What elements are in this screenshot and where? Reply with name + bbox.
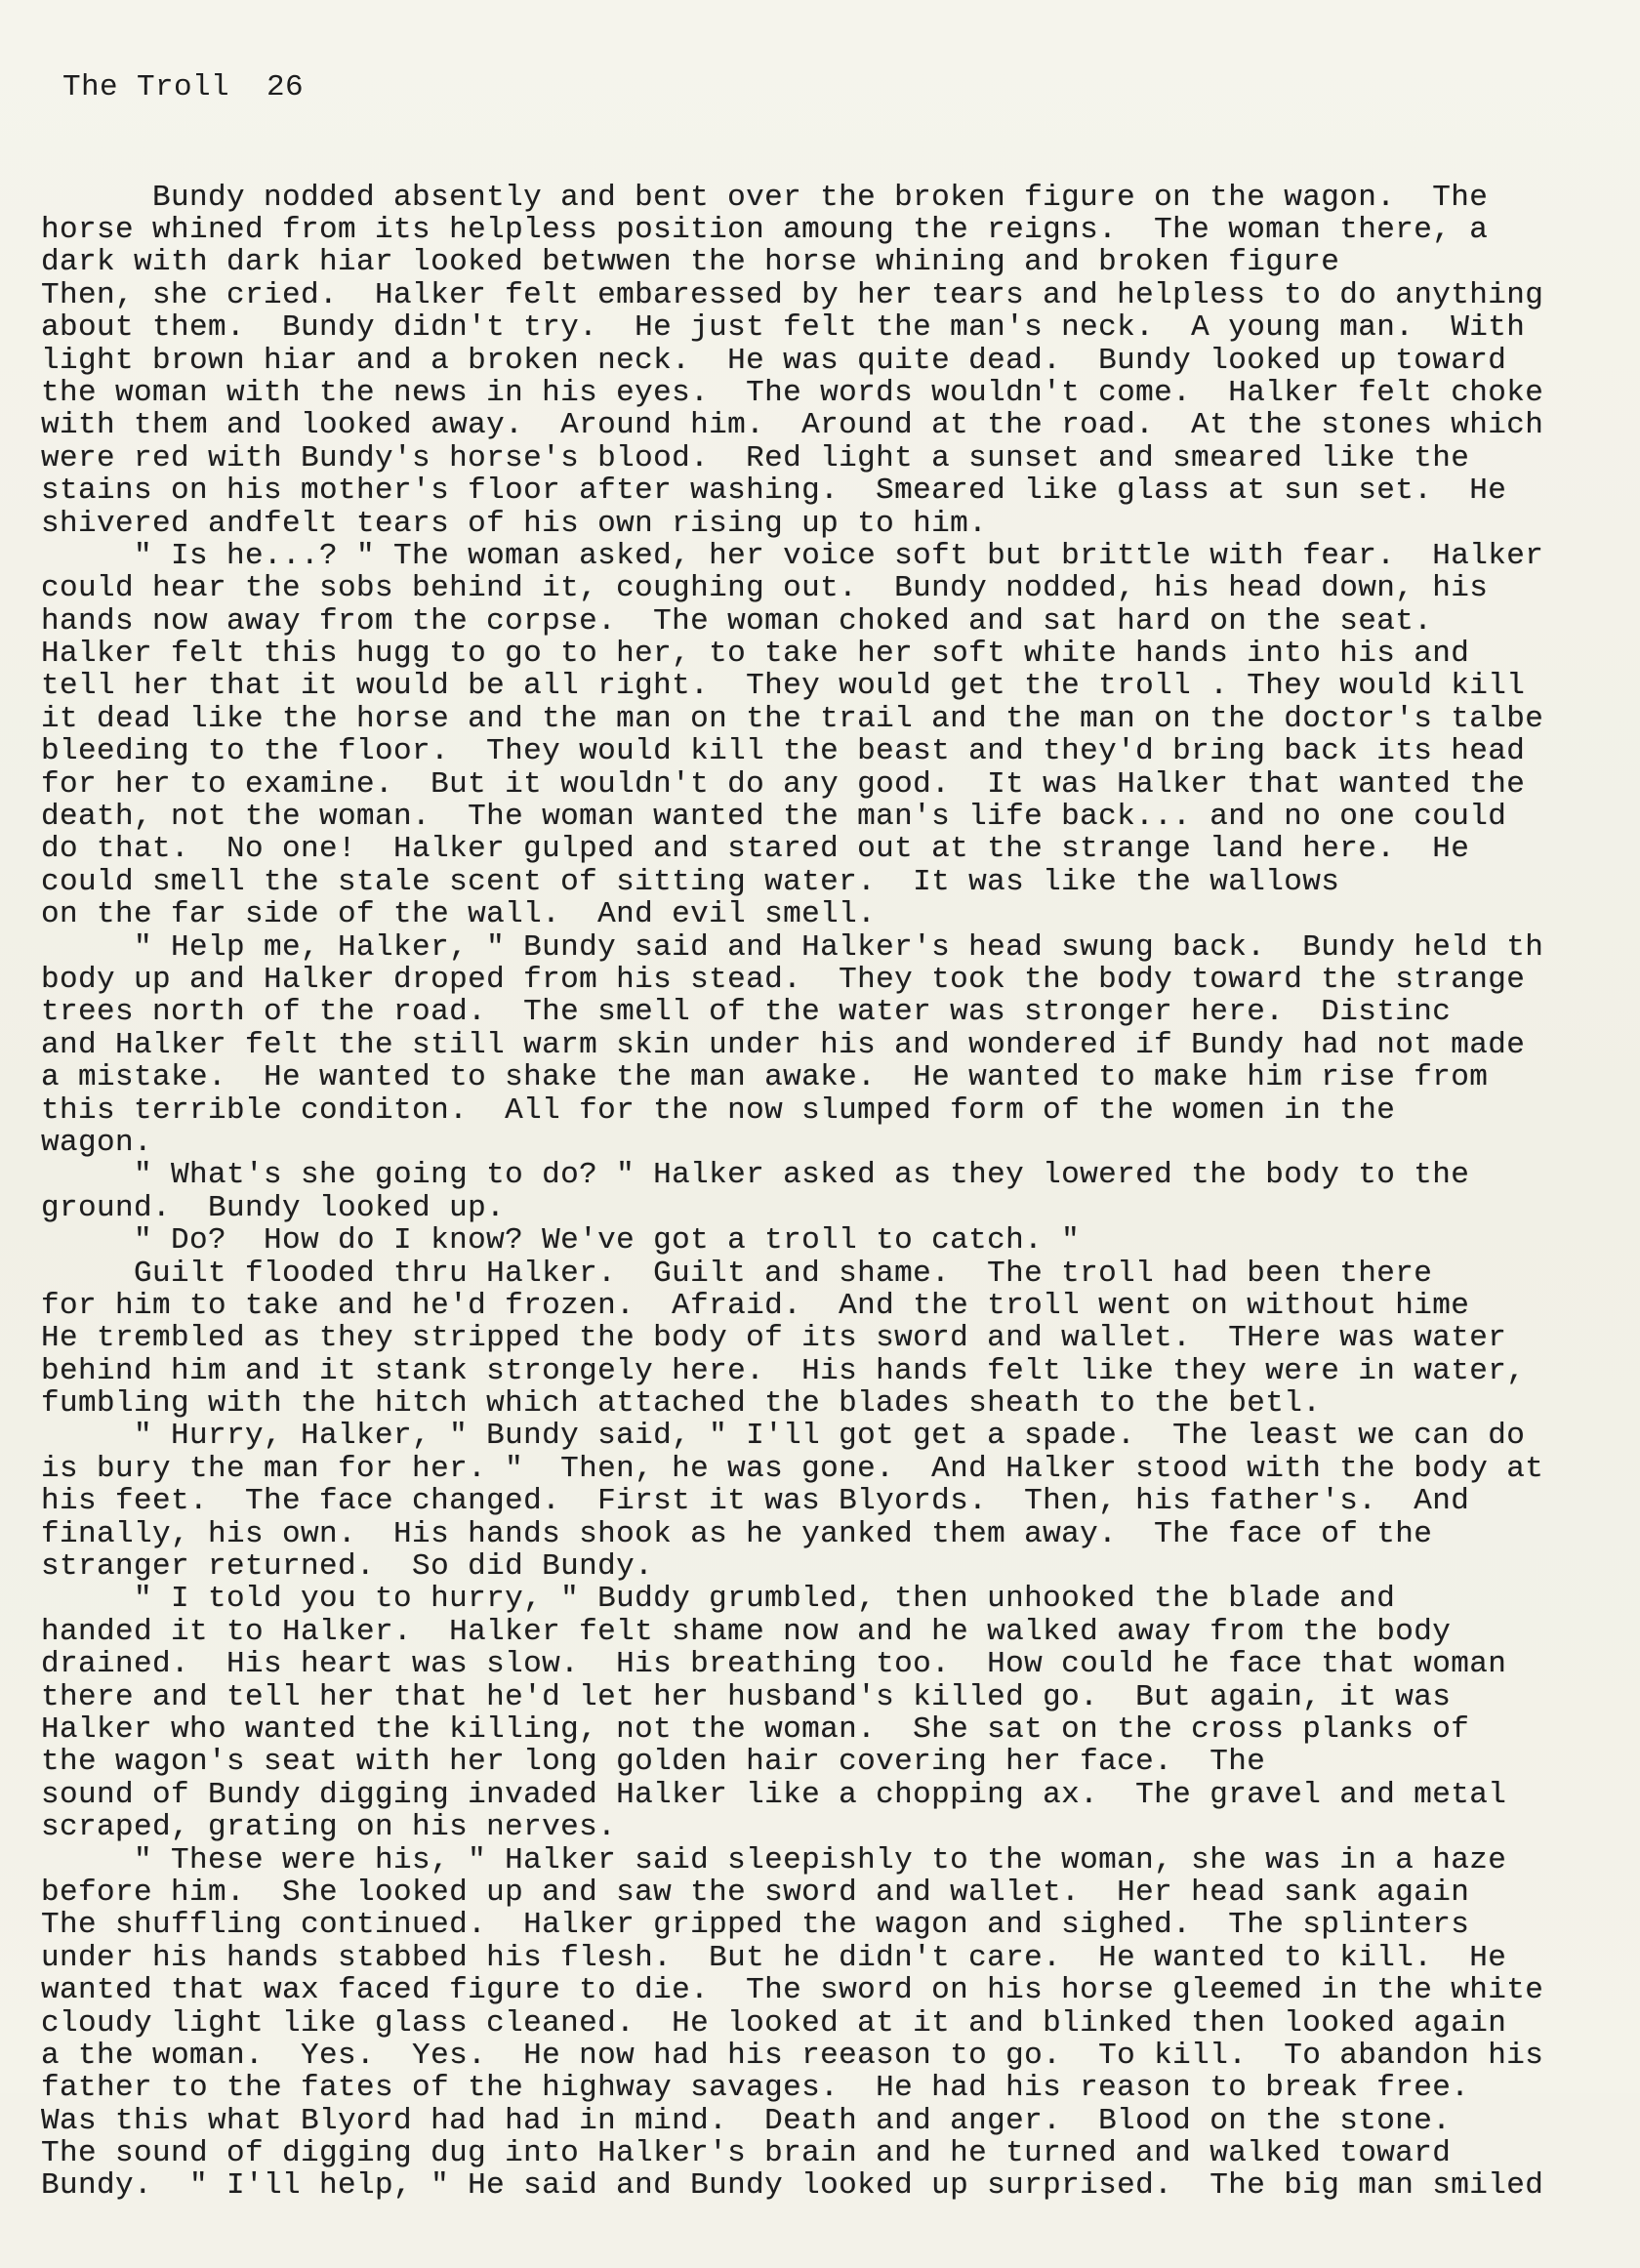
text-line: the wagon's seat with her long golden hair covering her face. The <box>41 1746 1266 1779</box>
text-line: this terrible conditon. All for the now slumped form of the women in the <box>41 1093 1396 1127</box>
text-line: before him. She looked up and saw the sword and wallet. Her head sank again <box>41 1876 1470 1910</box>
text-line: for her to examine. But it wouldn't do any good. It was Halker that wanted the <box>41 767 1526 802</box>
text-line: dark with dark hiar looked betwwen the horse whining and broken figure <box>41 246 1340 279</box>
text-line: Bundy nodded absently and bent over the broken figure on the wagon. The <box>41 181 1489 215</box>
text-line: " Do? How do I know? We've got a troll to catch. " <box>41 1224 1081 1258</box>
text-line: He trembled as they stripped the body of its sword and wallet. THere was water <box>41 1322 1507 1355</box>
text-line: The sound of digging dug into Halker's brain and he turned and walked toward <box>41 2137 1452 2170</box>
text-line: and Halker felt the still warm skin under his and wondered if Bundy had not made <box>41 1028 1526 1062</box>
text-line: " I told you to hurry, " Buddy grumbled, then unhooked the blade and <box>41 1583 1396 1616</box>
text-line: it dead like the horse and the man on the trail and the man on the doctor's talbe <box>41 702 1544 736</box>
text-line: father to the fates of the highway savages. He had his reason to break free. <box>41 2072 1470 2105</box>
text-line: on the far side of the wall. And evil smell. <box>41 898 877 931</box>
page-header <box>41 71 1632 116</box>
text-line: hands now away from the corpse. The woman choked and sat hard on the seat. <box>41 604 1433 639</box>
text-line: stranger returned. So did Bundy. <box>41 1550 654 1584</box>
text-line: Halker felt this hugg to go to her, to take her soft white hands into his and <box>41 638 1470 671</box>
text-lines <box>41 182 1632 2203</box>
text-line: wagon. <box>41 1126 153 1160</box>
text-line: " Help me, Halker, " Bundy said and Halker's head swung back. Bundy held th <box>41 930 1544 964</box>
text-line: trees north of the road. The smell of the water was stronger here. Distinc <box>41 996 1452 1029</box>
text-line: Guilt flooded thru Halker. Guilt and shame. The troll had been there <box>41 1257 1433 1290</box>
text-line: horse whined from its helpless position amoung the reigns. The woman there, a <box>41 214 1489 247</box>
manuscript-body <box>41 6 1632 2268</box>
text-line: a mistake. He wanted to shake the man awake. He wanted to make him rise from <box>41 1061 1489 1094</box>
text-line: with them and looked away. Around him. Around at the road. At the stones which <box>41 409 1544 442</box>
text-line: behind him and it stank strongely here. His hands felt like they were in water, <box>41 1354 1526 1388</box>
text-line: cloudy light like glass cleaned. He looked at it and blinked then looked again <box>41 2006 1507 2040</box>
text-line: the woman with the news in his eyes. The words wouldn't come. Halker felt choke <box>41 376 1544 410</box>
page-number: 26 <box>266 69 305 104</box>
text-line: wanted that wax faced figure to die. The sword on his horse gleemed in the white <box>41 1974 1544 2007</box>
text-line: handed it to Halker. Halker felt shame now and he walked away from the body <box>41 1615 1452 1649</box>
text-line: were red with Bundy's horse's blood. Red light a sunset and smeared like the <box>41 441 1470 475</box>
text-line: Halker who wanted the killing, not the woman. She sat on the cross planks of <box>41 1712 1470 1747</box>
text-line: for him to take and he'd frozen. Afraid. And the troll went on without hime <box>41 1289 1470 1323</box>
text-line: Then, she cried. Halker felt embaressed by her tears and helpless to do anything <box>41 278 1544 312</box>
text-line: do that. No one! Halker gulped and stared out at the strange land here. He <box>41 833 1470 866</box>
text-line: under his hands stabbed his flesh. But he didn't care. He wanted to kill. He <box>41 1941 1507 1975</box>
text-line: there and tell her that he'd let her husband's killed go. But again, it was <box>41 1680 1452 1713</box>
text-line: could smell the stale scent of sitting water. It was like the wallows <box>41 865 1340 899</box>
text-line: a the woman. Yes. Yes. He now had his reeason to go. To kill. To abandon his <box>41 2039 1544 2073</box>
text-line: shivered andfelt tears of his own rising up to him. <box>41 507 988 540</box>
text-line: tell her that it would be all right. They would get the troll . They would kill <box>41 670 1526 703</box>
text-line: his feet. The face changed. First it was Blyords. Then, his father's. And <box>41 1485 1470 1518</box>
text-line: about them. Bundy didn't try. He just felt the man's neck. A young man. With <box>41 311 1526 345</box>
text-line: drained. His heart was slow. His breathing too. How could he face that woman <box>41 1648 1507 1681</box>
text-line: bleeding to the floor. They would kill the beast and they'd bring back its head <box>41 735 1526 768</box>
text-line: death, not the woman. The woman wanted the man's life back... and no one could <box>41 801 1507 834</box>
text-line: The shuffling continued. Halker gripped the wagon and sighed. The splinters <box>41 1909 1470 1942</box>
text-line: fumbling with the hitch which attached the blades sheath to the betl. <box>41 1387 1322 1421</box>
text-line: body up and Halker droped from his stead. They took the body toward the strange <box>41 964 1526 997</box>
text-line: sound of Bundy digging invaded Halker like a chopping ax. The gravel and metal <box>41 1778 1507 1812</box>
text-line: finally, his own. His hands shook as he yanked them away. The face of the <box>41 1517 1433 1551</box>
text-line: " These were his, " Halker said sleepishly to the woman, she was in a haze <box>41 1843 1507 1876</box>
text-line: " What's she going to do? " Halker asked as they lowered the body to the <box>41 1159 1470 1192</box>
text-line: " Is he...? " The woman asked, her voice soft but brittle with fear. Halker <box>41 539 1544 573</box>
text-line: Bundy. " I'll help, " He said and Bundy looked up surprised. The big man smiled <box>41 2169 1544 2203</box>
text-line: is bury the man for her. " Then, he was gone. And Halker stood with the body at <box>41 1452 1544 1486</box>
text-line: scraped, grating on his nerves. <box>41 1811 617 1844</box>
text-line: ground. Bundy looked up. <box>41 1191 506 1225</box>
text-line: stains on his mother's floor after washing. Smeared like glass at sun set. He <box>41 474 1507 508</box>
text-line: " Hurry, Halker, " Bundy said, " I'll got get a spade. The least we can do <box>41 1420 1526 1453</box>
page-title: The Troll <box>62 69 230 104</box>
text-line: Was this what Blyord had had in mind. Death and anger. Blood on the stone. <box>41 2104 1452 2138</box>
text-line: light brown hiar and a broken neck. He was quite dead. Bundy looked up toward <box>41 344 1507 377</box>
text-line: could hear the sobs behind it, coughing out. Bundy nodded, his head down, his <box>41 572 1489 605</box>
